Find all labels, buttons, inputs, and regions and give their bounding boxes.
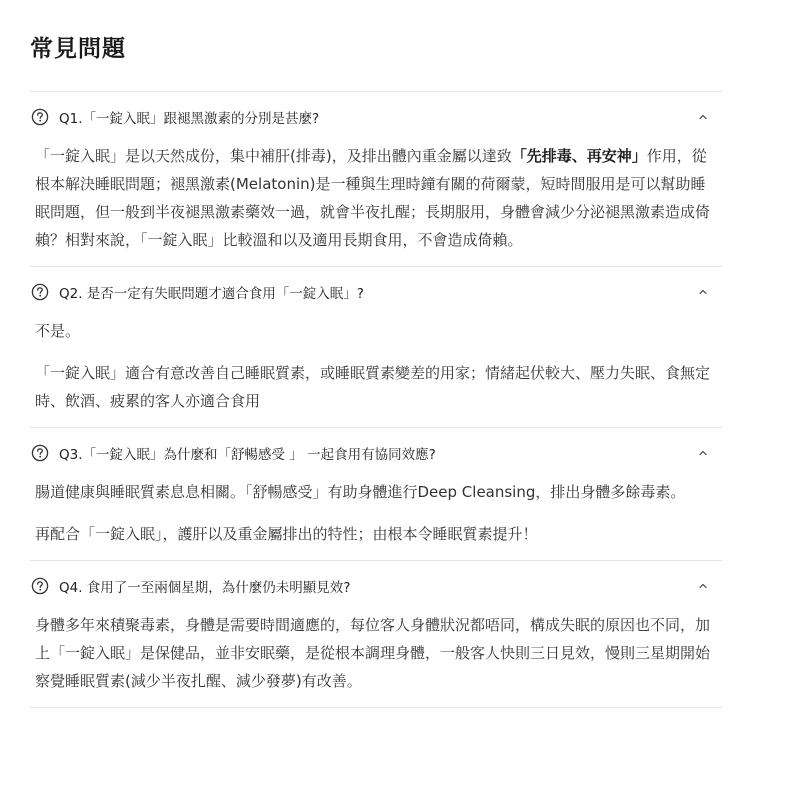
chevron-up-icon[interactable] bbox=[698, 448, 708, 458]
answer-paragraph bbox=[35, 142, 716, 254]
answer-paragraph: 腸道健康與睡眠質素息息相關。「舒暢感受」有助身體進行Deep Cleansing，排出身體多餘毒素。 bbox=[35, 483, 686, 501]
answer-emphasis: 「先排毒、再安神」 bbox=[511, 147, 647, 165]
question-circle-icon bbox=[31, 108, 49, 126]
faq-item-q4 bbox=[30, 560, 722, 708]
answer-text: 「一錠入眠」是以天然成份，集中補肝(排毒)，及排出體內重金屬以達致 bbox=[35, 147, 512, 165]
chevron-up-icon[interactable] bbox=[698, 581, 708, 591]
faq-question-text: Q3.「一錠入眠」為什麼和「舒暢感受 」 一起食用有協同效應? bbox=[59, 447, 436, 463]
faq-item-q2 bbox=[30, 266, 722, 427]
faq-question-q1[interactable] bbox=[30, 92, 722, 142]
faq-question-text: Q4. 食用了一至兩個星期，為什麼仍未明顯見效? bbox=[59, 580, 351, 596]
question-circle-icon bbox=[31, 577, 49, 595]
faq-question-q3[interactable] bbox=[30, 428, 722, 478]
page-title: 常見問題 bbox=[30, 36, 126, 62]
faq-question-text: Q1.「一錠入眠」跟褪黑激素的分別是甚麼? bbox=[59, 111, 320, 127]
question-circle-icon bbox=[31, 283, 49, 301]
faq-item-q3 bbox=[30, 427, 722, 560]
faq-question-q4[interactable] bbox=[30, 561, 722, 611]
answer-paragraph: 身體多年來積聚毒素，身體是需要時間適應的，每位客人身體狀況都唔同，構成失眠的原因也不同，加上「一錠入眠」是保健品，並非安眠藥，是從根本調理身體，一般客人快則三日見效，慢則三星期開始察覺睡眠質素(減少半夜扎醒、減少發夢)有改善。 bbox=[35, 616, 711, 690]
faq-item-q1 bbox=[30, 91, 722, 266]
question-circle-icon bbox=[31, 444, 49, 462]
faq-answer-q1 bbox=[30, 142, 722, 266]
chevron-up-icon[interactable] bbox=[698, 287, 708, 297]
faq-answer-q2 bbox=[30, 317, 722, 427]
faq-answer-q3 bbox=[30, 478, 722, 560]
answer-text: 作用，從根本解決睡眠問題；褪黑激素(Melatonin)是一種與生理時鐘有關的荷爾蒙，短時間服用是可以幫助睡眠問題，但一般到半夜褪黑激素藥效一過，就會半夜扎醒；長期服用，身體會減少分泌褪黑激素造成倚賴？相對來說，「一錠入眠」比較溫和以及適用長期食用，不會造成倚賴。 bbox=[35, 147, 711, 249]
answer-paragraph: 「一錠入眠」適合有意改善自己睡眠質素，或睡眠質素變差的用家；情緒起伏較大、壓力失眠、食無定時、飲酒、疲累的客人亦適合食用 bbox=[35, 364, 711, 410]
faq-list bbox=[30, 91, 722, 708]
chevron-up-icon[interactable] bbox=[698, 112, 708, 122]
answer-paragraph: 不是。 bbox=[35, 322, 81, 340]
faq-question-q2[interactable] bbox=[30, 267, 722, 317]
faq-answer-q4 bbox=[30, 611, 722, 707]
faq-question-text: Q2. 是否一定有失眠問題才適合食用「一錠入眠」? bbox=[59, 286, 364, 302]
answer-paragraph: 再配合「一錠入眠」，護肝以及重金屬排出的特性；由根本令睡眠質素提升！ bbox=[35, 525, 538, 543]
